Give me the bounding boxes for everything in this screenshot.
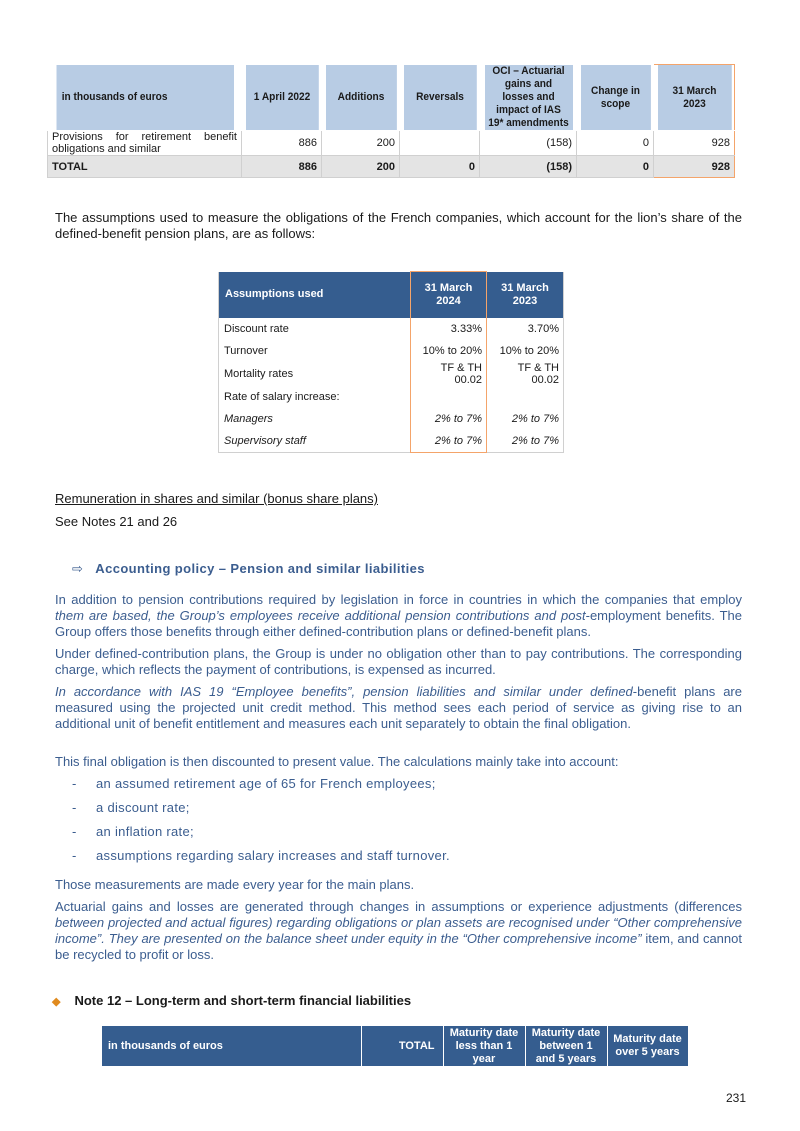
cell: 2% to 7% — [511, 435, 559, 447]
assumptions-table — [218, 271, 564, 453]
cell: 928 — [654, 131, 735, 156]
table-row — [219, 408, 564, 430]
cell: 10% to 20% — [411, 340, 487, 362]
cell: 3.33% — [411, 318, 487, 340]
cell: 0 — [577, 156, 654, 178]
cell: 886 — [242, 156, 322, 178]
list-item-text: an assumed retirement age of 65 for French employees; — [96, 776, 436, 791]
header-label: Assumptions used — [219, 272, 411, 319]
header-col: Maturity date between 1 and 5 years — [525, 1026, 607, 1066]
table-row — [48, 131, 735, 156]
p3a: In accordance with IAS 19 “Employee benefits”, pension liabilities and similar under defined — [55, 684, 633, 699]
cell: 3.70% — [527, 323, 559, 335]
row-label: Managers — [224, 413, 273, 425]
cell: (158) — [480, 131, 577, 156]
header-col: Maturity date less than 1 year — [443, 1026, 525, 1066]
diamond-icon: ◆ — [52, 996, 61, 1008]
dash: - — [72, 848, 77, 863]
intro-part2: measure the obligations of the French companies, which account for the lion’s share of the defined-benefit pension plans, are as follows: — [55, 210, 743, 241]
dash: - — [72, 824, 77, 839]
accounting-policy-title: Accounting policy – Pension and similar liabilities — [95, 561, 425, 576]
intro-part1: The assumptions used to — [55, 210, 208, 225]
cell — [487, 386, 564, 408]
header-label: in thousands of euros — [102, 1026, 361, 1066]
note12-title: Note 12 – Long-term and short-term financial liabilities — [74, 993, 412, 1008]
list-item-text: a discount rate; — [96, 800, 190, 815]
header-col: Additions — [325, 65, 397, 131]
cell — [411, 386, 487, 408]
cell: 0 — [577, 131, 654, 156]
financial-liabilities-table — [102, 1026, 689, 1066]
row-label: Rate of salary increase: — [224, 391, 340, 403]
cell: 928 — [654, 156, 735, 178]
cell: (158) — [480, 156, 577, 178]
p6c: item, and cannot be recycled to profit or loss. — [55, 931, 742, 962]
table-row — [219, 318, 564, 340]
header-col: 1 April 2022 — [245, 65, 319, 131]
p1a: In addition to pension contributions required by legislation in force in countries in which the companies that employ — [55, 592, 742, 607]
cell: 886 — [242, 131, 322, 156]
cell: TF & TH 00.02 — [517, 362, 559, 386]
table-row — [219, 340, 564, 362]
policy-paragraph-1 — [55, 592, 742, 640]
header-col-highlight: 31 March 2024 — [411, 272, 487, 319]
list-item — [72, 800, 190, 815]
dash: - — [72, 800, 77, 815]
provisions-table-header — [48, 65, 735, 131]
cell: 200 — [322, 156, 400, 178]
page-number: 231 — [725, 1091, 746, 1105]
assumptions-intro — [55, 210, 742, 242]
policy-paragraph-4: This final obligation is then discounted to present value. The calculations mainly take into account: — [55, 754, 619, 769]
header-col: 31 March 2023 — [487, 272, 564, 319]
policy-paragraph-5: Those measurements are made every year for the main plans. — [55, 877, 415, 892]
table-row — [219, 430, 564, 453]
provisions-table — [47, 64, 735, 178]
header-col: Maturity date over 5 years — [607, 1026, 688, 1066]
p1b: them are based, the Group’s employees receive additional pension contributions and post — [55, 608, 586, 623]
list-item — [72, 824, 194, 839]
cell: 10% to 20% — [499, 345, 559, 357]
p6a: Actuarial gains and losses are generated through changes in assumptions or experience adjustments (differences — [55, 899, 742, 914]
policy-paragraph-6 — [55, 899, 742, 963]
row-label: Mortality rates — [224, 368, 294, 380]
total-label: TOTAL — [48, 156, 242, 178]
p3b: -benefit plans are measured using the projected unit credit method. This method sees each period of service as giving rise to an additional unit of benefit entitlement and measures each unit separately to obtain the final obligation. — [55, 684, 742, 731]
header-col: OCI – Actuarial gains and losses and impact of IAS 19* amendments — [483, 65, 572, 131]
total-row — [48, 156, 735, 178]
row-label: Discount rate — [224, 323, 289, 335]
cell: 2% to 7% — [411, 430, 487, 453]
p1c: -employment benefits. The Group offers those benefits through either defined-contribution plans or defined-benefit plans. — [55, 608, 742, 639]
cell: 0 — [400, 156, 480, 178]
header-col: TOTAL — [361, 1026, 443, 1066]
cell: TF & TH 00.02 — [411, 362, 487, 386]
policy-paragraph-3 — [55, 684, 742, 732]
list-item-text: assumptions regarding salary increases and staff turnover. — [96, 848, 450, 863]
table-row — [219, 386, 564, 408]
accounting-policy-heading — [72, 561, 425, 577]
assumptions-table-header — [219, 272, 564, 319]
cell: 2% to 7% — [511, 413, 559, 425]
remuneration-title: Remuneration in shares and similar (bonus share plans) — [55, 491, 378, 506]
header-col: Change in scope — [580, 65, 651, 131]
list-item — [72, 776, 436, 791]
row-label: Provisions for retirement benefit obligations and similar — [48, 131, 242, 156]
p6b: between projected and actual figures) regarding obligations or plan assets are recognised under “Other comprehensive income”. They are presented on the balance sheet under equity in the “Other comprehensive income” — [55, 915, 742, 946]
note12-heading — [52, 993, 411, 1008]
remuneration-ref: See Notes 21 and 26 — [55, 514, 178, 529]
cell — [400, 131, 480, 156]
header-col: Reversals — [403, 65, 477, 131]
cell: 200 — [322, 131, 400, 156]
header-label: in thousands of euros — [55, 65, 233, 131]
cell: 2% to 7% — [411, 408, 487, 430]
row-label: Supervisory staff — [224, 435, 306, 447]
financial-liabilities-header — [102, 1026, 688, 1066]
arrow-icon: ⇨ — [72, 561, 84, 576]
row-label: Turnover — [224, 345, 268, 357]
dash: - — [72, 776, 77, 791]
policy-paragraph-2: Under defined-contribution plans, the Group is under no obligation other than to pay contributions. The corresponding charge, which reflects the payment of contributions, is expensed as incurred. — [55, 646, 742, 677]
list-item — [72, 848, 450, 863]
header-col-highlight: 31 March 2023 — [657, 65, 732, 131]
list-item-text: an inflation rate; — [96, 824, 194, 839]
table-row — [219, 362, 564, 386]
